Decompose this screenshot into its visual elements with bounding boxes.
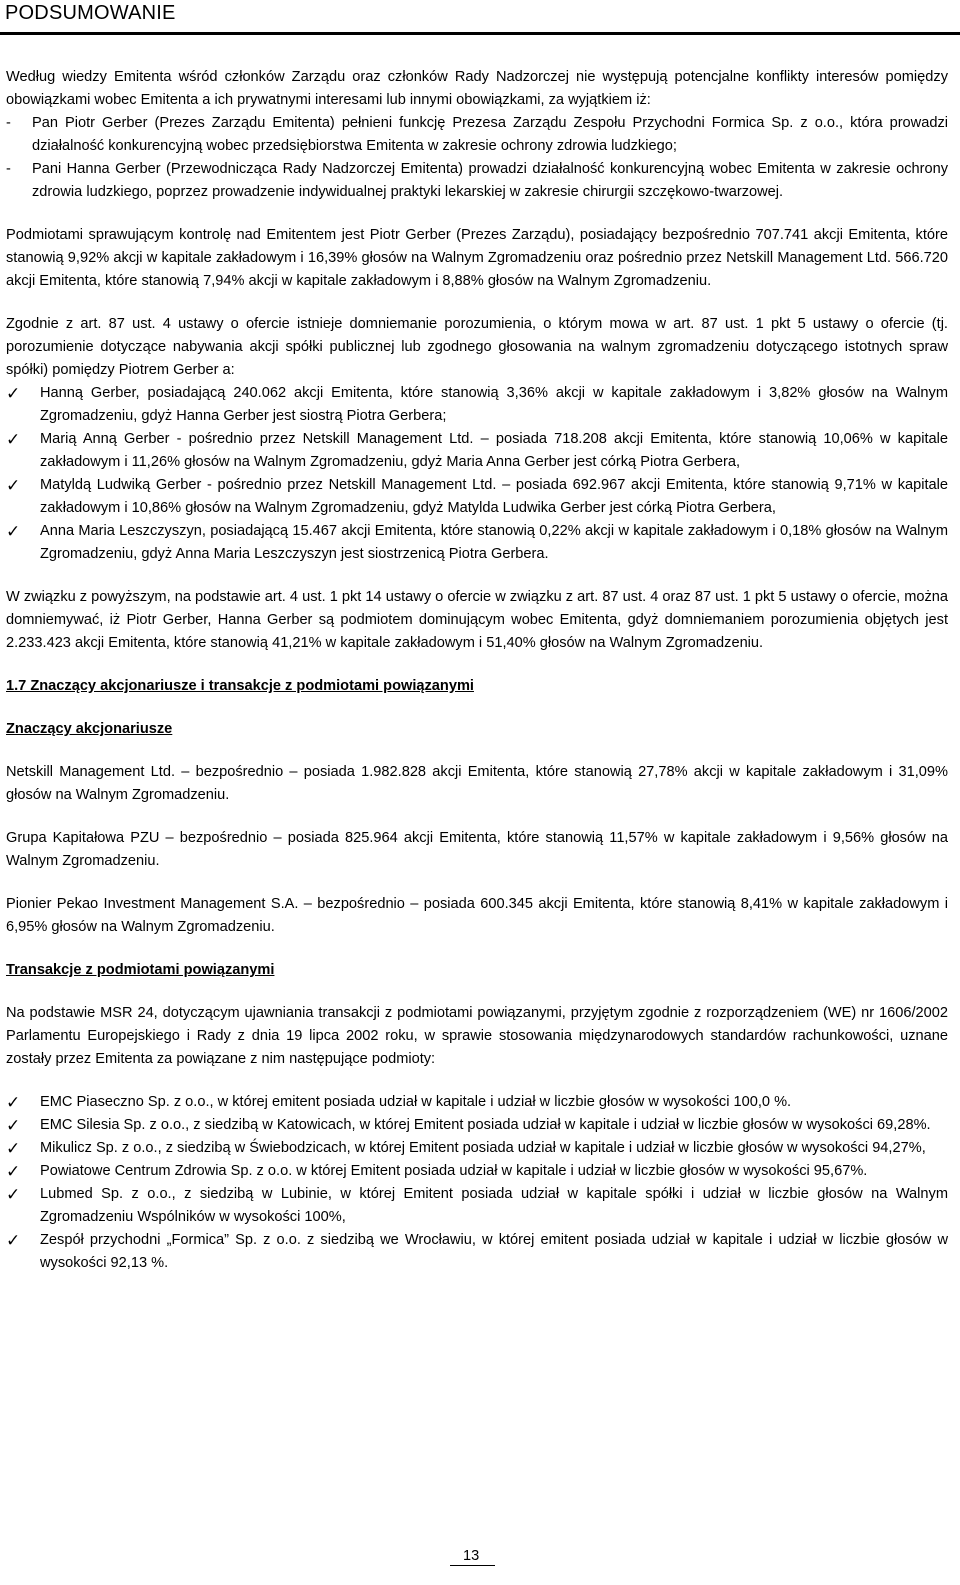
agreement-item bbox=[6, 474, 948, 520]
related-entity-text: EMC Silesia Sp. z o.o., z siedzibą w Katowicach, w której Emitent posiada udział w kapitale i udział w liczbie głosów w wysokości 69,28%. bbox=[40, 1117, 931, 1133]
section-heading: 1.7 Znaczący akcjonariusze i transakcje z podmiotami powiązanymi bbox=[6, 678, 474, 694]
checkmark-icon: ✓ bbox=[6, 1162, 21, 1181]
related-entity-item bbox=[6, 1137, 948, 1160]
shareholder-paragraph: Netskill Management Ltd. – bezpośrednio – posiada 1.982.828 akcji Emitenta, które stanowią 27,78% akcji w kapitale zakładowym i 31,09% głosów na Walnym Zgromadzeniu. bbox=[6, 764, 948, 803]
conflict-item bbox=[6, 112, 948, 158]
dominance-paragraph: W związku z powyższym, na podstawie art. 4 ust. 1 pkt 14 ustawy o ofercie w związku z art. 87 ust. 4 oraz 87 ust. 1 pkt 5 ustawy o ofercie, można domniemywać, iż Piotr Gerber, Hanna Gerber są podmiotem dominującym wobec Emitenta, gdyż domniemaniem porozumienia objętych jest 2.233.423 akcji Emitenta, które stanowią 41,21% w kapitale zakładowym i 51,40% głosów na Walnym Zgromadzeniu. bbox=[6, 589, 948, 651]
checkmark-icon: ✓ bbox=[6, 1116, 21, 1135]
related-entity-text: EMC Piaseczno Sp. z o.o., w której emitent posiada udział w kapitale i udział w liczbie głosów w wysokości 100,0 %. bbox=[40, 1094, 792, 1110]
agreement-item-text: Hanną Gerber, posiadającą 240.062 akcji Emitenta, które stanowią 3,36% akcji w kapitale zakładowym i 3,82% głosów na Walnym Zgromadzeniu, gdyż Hanna Gerber jest siostrą Piotra Gerbera; bbox=[40, 385, 948, 424]
checkmark-icon: ✓ bbox=[6, 1231, 21, 1250]
checkmark-icon: ✓ bbox=[6, 430, 21, 449]
shareholders-heading: Znaczący akcjonariusze bbox=[6, 721, 173, 737]
checkmark-icon: ✓ bbox=[6, 1139, 21, 1158]
related-entity-text: Powiatowe Centrum Zdrowia Sp. z o.o. w której Emitent posiada udział w kapitale i udział w liczbie głosów w wysokości 95,67%. bbox=[40, 1163, 868, 1179]
checkmark-icon: ✓ bbox=[6, 1093, 21, 1112]
agreement-item-text: Matyldą Ludwiką Gerber - pośrednio przez Netskill Management Ltd. – posiada 692.967 akcji Emitenta, które stanowią 9,71% w kapitale zakładowym i 10,86% głosów na Walnym Zgromadzeniu, gdyż Matylda Ludwika Gerber jest córką Piotra Gerbera, bbox=[40, 477, 948, 516]
page-title: PODSUMOWANIE bbox=[5, 2, 176, 24]
transactions-heading: Transakcje z podmiotami powiązanymi bbox=[6, 962, 275, 978]
agreement-item bbox=[6, 382, 948, 428]
agreement-item-text: Anna Maria Leszczyszyn, posiadającą 15.467 akcji Emitenta, które stanowią 0,22% akcji w kapitale zakładowym i 0,18% głosów na Walnym Zgromadzeniu, gdyż Anna Maria Leszczyszyn jest siostrzenicą Piotra Gerbera. bbox=[40, 523, 948, 562]
agreement-item-text: Marią Anną Gerber - pośrednio przez Netskill Management Ltd. – posiada 718.208 akcji Emitenta, które stanowią 10,06% w kapitale zakładowym i 11,26% głosów na Walnym Zgromadzeniu, gdyż Maria Anna Gerber jest córką Piotra Gerbera, bbox=[40, 431, 948, 470]
shareholder-paragraph: Grupa Kapitałowa PZU – bezpośrednio – posiada 825.964 akcji Emitenta, które stanowią 11,57% w kapitale zakładowym i 9,56% głosów na Walnym Zgromadzeniu. bbox=[6, 830, 948, 869]
conflict-intro-paragraph: Według wiedzy Emitenta wśród członków Zarządu oraz członków Rady Nadzorczej nie występują potencjalne konflikty interesów pomiędzy obowiązkami wobec Emitenta a ich prywatnymi interesami lub innymi obowiązkami, za wyjątkiem iż: bbox=[6, 69, 948, 108]
related-entity-item bbox=[6, 1114, 948, 1137]
conflict-item-text: Pan Piotr Gerber (Prezes Zarządu Emitenta) pełnieni funkcję Prezesa Zarządu Zespołu Przychodni Formica Sp. z o.o., która prowadzi działalność konkurencyjną wobec przedsiębiorstwa Emitenta w zakresie ochrony zdrowia ludzkiego; bbox=[32, 115, 948, 154]
related-entity-text: Mikulicz Sp. z o.o., z siedzibą w Świebodzicach, w której Emitent posiada udział w kapitale i udział w liczbie głosów w wysokości 94,27%, bbox=[40, 1140, 926, 1156]
page-header bbox=[0, 0, 960, 35]
checkmark-icon: ✓ bbox=[6, 384, 21, 403]
control-paragraph: Podmiotami sprawującym kontrolę nad Emitentem jest Piotr Gerber (Prezes Zarządu), posiadający bezpośrednio 707.741 akcji Emitenta, które stanowią 9,92% akcji w kapitale zakładowym i 16,39% głosów na Walnym Zgromadzeniu oraz pośrednio przez Netskill Management Ltd. 566.720 akcji Emitenta, które stanowią 7,94% akcji w kapitale zakładowym i 8,88% głosów na Walnym Zgromadzeniu. bbox=[6, 227, 948, 289]
shareholder-paragraph: Pionier Pekao Investment Management S.A. – bezpośrednio – posiada 600.345 akcji Emitenta, które stanowią 8,41% w kapitale zakładowym i 6,95% głosów na Walnym Zgromadzeniu. bbox=[6, 896, 948, 935]
checkmark-icon: ✓ bbox=[6, 476, 21, 495]
transactions-paragraph: Na podstawie MSR 24, dotyczącym ujawniania transakcji z podmiotami powiązanymi, przyjętym zgodnie z rozporządzeniem (WE) nr 1606/2002 Parlamentu Europejskiego i Rady z dnia 19 lipca 2002 roku, w sprawie stosowania międzynarodowych standardów rachunkowości, uznane zostały przez Emitenta za powiązane z nim następujące podmioty: bbox=[6, 1005, 948, 1067]
page-number: 13 bbox=[463, 1548, 480, 1564]
conflict-item bbox=[6, 158, 948, 204]
related-entity-item bbox=[6, 1160, 948, 1183]
agreement-item bbox=[6, 520, 948, 566]
related-entity-item bbox=[6, 1091, 948, 1114]
conflict-item-text: Pani Hanna Gerber (Przewodnicząca Rady Nadzorczej Emitenta) prowadzi działalność konkurencyjną wobec Emitenta w zakresie ochrony zdrowia ludzkiego, poprzez prowadzenie indywidualnej praktyki lekarskiej w zakresie chirurgii szczękowo-twarzowej. bbox=[32, 161, 948, 200]
agreement-paragraph: Zgodnie z art. 87 ust. 4 ustawy o ofercie istnieje domniemanie porozumienia, o którym mowa w art. 87 ust. 1 pkt 5 ustawy o ofercie (tj. porozumienie dotyczące nabywania akcji spółki publicznej lub zgodnego głosowania na walnym zgromadzeniu dotyczącego istotnych spraw spółki) pomiędzy Piotrem Gerber a: bbox=[6, 316, 948, 378]
checkmark-icon: ✓ bbox=[6, 1185, 21, 1204]
checkmark-icon: ✓ bbox=[6, 522, 21, 541]
related-entity-text: Zespół przychodni „Formica” Sp. z o.o. z siedzibą we Wrocławiu, w której emitent posiada udział w kapitale i udział w liczbie głosów w wysokości 92,13 %. bbox=[40, 1232, 948, 1271]
related-entity-item bbox=[6, 1229, 948, 1275]
agreement-item bbox=[6, 428, 948, 474]
footer-divider bbox=[450, 1565, 495, 1566]
dash-bullet-icon: - bbox=[6, 161, 11, 177]
document-body bbox=[6, 66, 948, 1275]
related-entity-text: Lubmed Sp. z o.o., z siedzibą w Lubinie, w której Emitent posiada udział w kapitale spółki i udział w liczbie głosów na Walnym Zgromadzeniu Wspólników w wysokości 100%, bbox=[40, 1186, 948, 1225]
related-entity-item bbox=[6, 1183, 948, 1229]
dash-bullet-icon: - bbox=[6, 115, 11, 131]
